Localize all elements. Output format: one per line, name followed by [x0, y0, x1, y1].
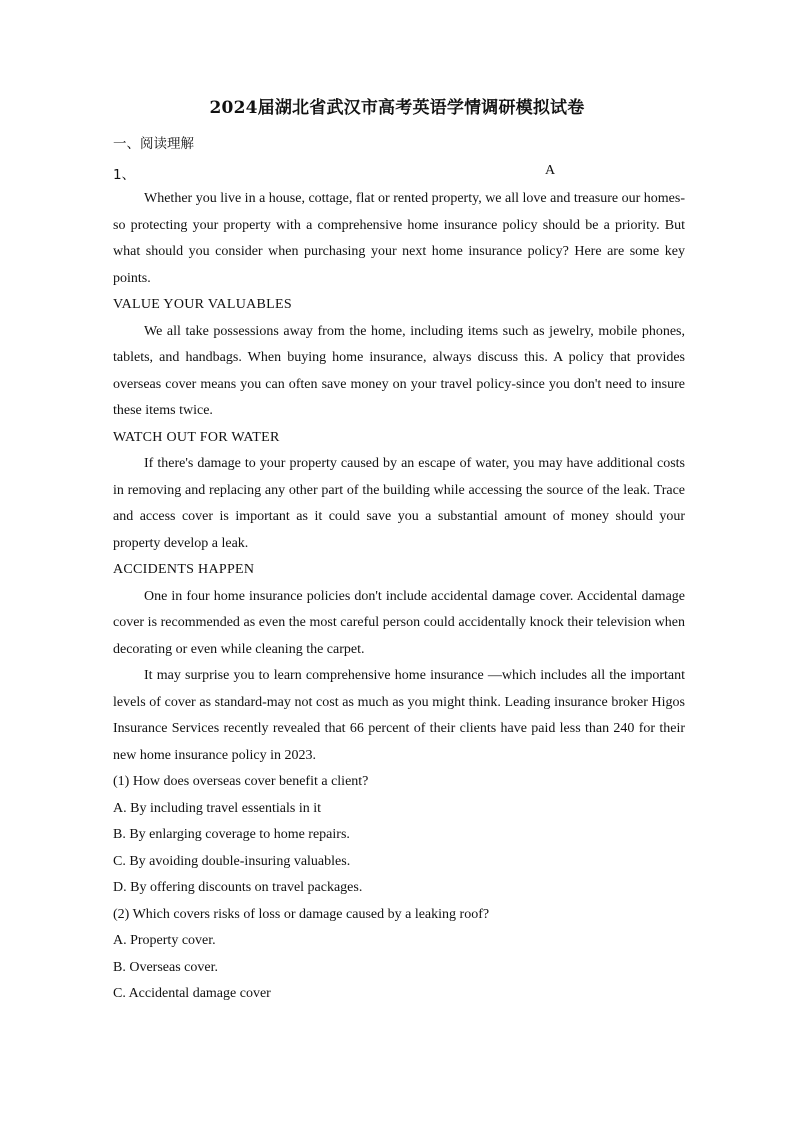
- question-1-option-a: A. By including travel essentials in it: [113, 800, 322, 816]
- paragraph-cost: It may surprise you to learn comprehensive home insurance —which includes all the important levels of cover as standard-may not cost as much as you might think. Leading insurance broker Higos Insurance Services recently revealed that 66 percent of their clients have paid less than 240 for their new home insurance policy in 2023.: [113, 668, 685, 763]
- question-2-option-b: B. Overseas cover.: [113, 959, 218, 975]
- paragraph-water: If there's damage to your property caused by an escape of water, you may have additional costs in removing and replacing any other part of the building while accessing the source of the leak. Trace and access cover is important as it could save you a substantial amount of money should your property develop a leak.: [113, 456, 685, 551]
- question-number: 1、: [113, 167, 136, 183]
- passage-label: A: [545, 163, 556, 178]
- question-1-option-c: C. By avoiding double-insuring valuables.: [113, 853, 351, 869]
- subheading-valuables: VALUE YOUR VALUABLES: [113, 297, 292, 312]
- paragraph-intro: Whether you live in a house, cottage, flat or rented property, we all love and treasure our homes-so protecting your property with a comprehensive home insurance policy should be a priority. But what should you consider when purchasing your next home insurance policy? Here are some key points.: [113, 191, 686, 286]
- question-1-option-d: D. By offering discounts on travel packages.: [113, 880, 363, 895]
- page-title: 2024届湖北省武汉市高考英语学情调研模拟试卷: [209, 98, 585, 118]
- question-2-option-c: C. Accidental damage cover: [113, 986, 271, 1001]
- subheading-water: WATCH OUT FOR WATER: [113, 429, 280, 445]
- subheading-accidents: ACCIDENTS HAPPEN: [113, 562, 255, 577]
- question-1-stem: (1) How does overseas cover benefit a client?: [113, 774, 369, 789]
- paragraph-valuables: We all take possessions away from the home, including items such as jewelry, mobile phones, tablets, and handbags. When buying home insurance, always discuss this. A policy that provides overseas cover means you can often save money on your travel policy-since you don't need to insure these items twice.: [113, 323, 685, 418]
- passage-body: [113, 186, 685, 1008]
- question-1-option-b: B. By enlarging coverage to home repairs.: [113, 827, 350, 842]
- paragraph-accidents: One in four home insurance policies don't include accidental damage cover. Accidental damage cover is recommended as even the most careful person could accidentally knock their television when decorating or even while cleaning the carpet.: [113, 588, 685, 657]
- section-heading: 一、阅读理解: [113, 136, 194, 152]
- question-2-stem: (2) Which covers risks of loss or damage caused by a leaking roof?: [113, 906, 490, 922]
- question-2-option-a: A. Property cover.: [113, 933, 216, 948]
